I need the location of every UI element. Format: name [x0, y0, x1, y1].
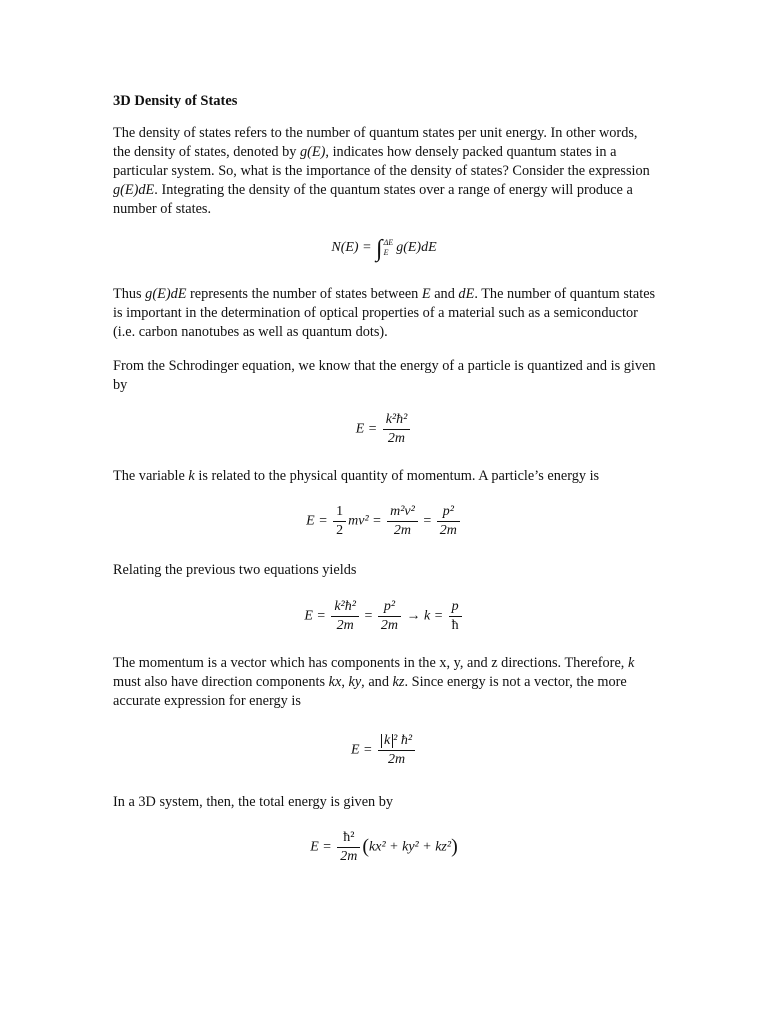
upper-limit: ΔE — [383, 238, 394, 247]
equals-sign: = — [364, 608, 373, 624]
numerator-rest: ² ħ² — [393, 733, 413, 748]
right-paren: ) — [451, 835, 458, 858]
text: , and — [361, 674, 393, 690]
math-inline: ky — [348, 674, 362, 690]
math-inline: g(E)dE — [113, 182, 155, 198]
lower-limit: E — [383, 248, 389, 257]
integral-limits — [384, 238, 394, 258]
text: must also have direction components — [113, 674, 329, 690]
denominator: 2m — [336, 618, 354, 633]
numerator: ħ² — [337, 829, 360, 848]
math-inline: k — [188, 468, 195, 484]
text: . Since energy is not a vector, the more accurate expression for energy is — [113, 674, 627, 709]
paragraph-vector — [113, 654, 658, 711]
eq-lhs: E = — [310, 839, 332, 855]
numerator: p² — [378, 598, 401, 617]
numerator: k²ħ² — [383, 411, 411, 430]
paragraph-3d-energy: In a 3D system, then, the total energy is given by — [113, 794, 394, 810]
page-title: 3D Density of States — [113, 93, 238, 109]
equation-energy-k — [0, 411, 768, 448]
fraction — [387, 503, 418, 540]
fraction — [378, 598, 401, 635]
text: . The number of quantum states is important in the determination of optical properties of a material such as a semiconductor (i.e. carbon nanotubes as well as quantum dots). — [113, 286, 656, 340]
fraction — [378, 732, 415, 769]
text: The density of states refers to the number of quantum states per unit energy. In other words, the density of states, denoted by — [113, 125, 638, 160]
eq-lhs: E = — [304, 608, 326, 624]
text: . Integrating the density of the quantum states over a range of energy will produce a number of states. — [113, 182, 633, 217]
paragraph-number-of-states — [113, 285, 658, 342]
text: and — [430, 286, 459, 302]
integrand: g(E)dE — [396, 240, 437, 256]
math-inline: k — [627, 655, 635, 671]
math-inline: g(E)dE — [145, 286, 187, 302]
text: Thus — [113, 286, 146, 302]
eq-lhs: E = — [355, 421, 378, 437]
eq-lhs: E = — [306, 513, 328, 529]
denominator: 2m — [387, 752, 406, 767]
text: represents the number of states between — [186, 286, 422, 302]
text: The variable — [113, 468, 189, 484]
equation-relating — [0, 598, 768, 635]
text: is related to the physical quantity of momentum. A particle’s energy is — [194, 468, 600, 484]
numerator — [378, 732, 415, 751]
paragraph-relating: Relating the previous two equations yields — [113, 562, 357, 578]
fraction — [449, 598, 462, 635]
text: , — [341, 674, 349, 690]
eq-lhs: N(E) = — [331, 240, 372, 256]
equation-3d-energy — [0, 829, 768, 866]
math-inline: kz — [392, 674, 405, 690]
arrow-term: → k = — [406, 608, 444, 624]
fraction — [437, 503, 460, 540]
equals-sign: = — [423, 513, 432, 529]
equation-number-of-states — [0, 236, 768, 263]
fraction — [331, 598, 359, 635]
text: The momentum is a vector which has components in the x, y, and z directions. Therefore, — [113, 655, 628, 671]
fraction — [337, 829, 360, 866]
math-inline: E — [421, 286, 431, 302]
denominator: ħ — [451, 618, 459, 633]
denominator: 2m — [387, 431, 406, 446]
equation-vector-energy — [0, 732, 768, 769]
numerator: k²ħ² — [331, 598, 359, 617]
denominator: 2m — [439, 523, 457, 538]
numerator: 1 — [333, 503, 346, 522]
integral-sign: ∫ — [376, 236, 383, 263]
numerator: p² — [437, 503, 460, 522]
text: , indicates how densely packed quantum states in a particular system. So, what is the importance of the density of states? Consider the expression — [113, 144, 650, 179]
abs-k: k — [381, 734, 393, 748]
paragraph-momentum — [113, 467, 658, 486]
fraction — [383, 411, 411, 448]
numerator: p — [449, 598, 462, 617]
denominator: 2m — [340, 849, 358, 864]
denominator: 2 — [336, 523, 344, 538]
numerator: m²v² — [387, 503, 418, 522]
fraction-half — [333, 503, 346, 540]
eq-term: mv² = — [348, 513, 382, 529]
left-paren: ( — [362, 835, 370, 858]
denominator: 2m — [380, 618, 398, 633]
eq-lhs: E = — [350, 742, 373, 758]
paragraph-intro — [113, 124, 658, 219]
math-inline: dE — [458, 286, 475, 302]
sum-term: kx² + ky² + kz² — [369, 839, 452, 855]
math-inline: g(E) — [300, 144, 326, 160]
equation-kinetic-energy — [0, 503, 768, 540]
math-inline: kx — [328, 674, 342, 690]
paragraph-schrodinger: From the Schrodinger equation, we know that the energy of a particle is quantized and is given by — [113, 358, 656, 393]
denominator: 2m — [393, 523, 412, 538]
